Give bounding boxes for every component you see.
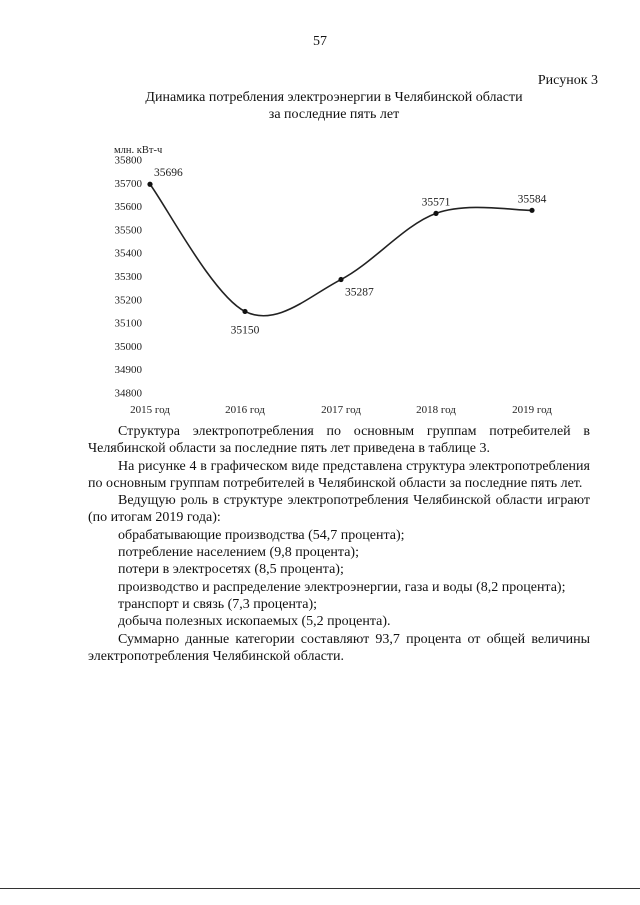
data-label: 35287 xyxy=(345,286,374,299)
list-item-population: потребление населением (9,8 процента); xyxy=(118,545,359,561)
y-axis-label: млн. кВт-ч xyxy=(114,145,163,156)
paragraph-summary: Суммарно данные категории составляют 93,7 процента от общей величины электропотребления Челябинской области. xyxy=(88,631,590,664)
x-tick-label: 2015 год xyxy=(130,404,170,416)
list-item-utilities: производство и распределение электроэнергии, газа и воды (8,2 процента); xyxy=(118,579,566,595)
x-tick-label: 2017 год xyxy=(321,404,361,416)
x-tick-label: 2018 год xyxy=(416,404,456,416)
figure-label: Рисунок 3 xyxy=(537,73,598,88)
data-label: 35571 xyxy=(421,196,451,209)
data-point xyxy=(433,211,438,216)
y-tick-label: 35300 xyxy=(114,271,142,283)
data-point xyxy=(529,208,534,213)
y-tick-label: 35800 xyxy=(114,154,142,167)
list-item-manufacturing: обрабатывающие производства (54,7 процента); xyxy=(118,527,405,543)
data-labels xyxy=(154,167,547,336)
page-number: 57 xyxy=(313,34,327,49)
list-item-mining: добыча полезных ископаемых (5,2 процента). xyxy=(118,614,391,630)
data-label: 35696 xyxy=(154,167,183,180)
y-tick-label: 35700 xyxy=(114,177,142,190)
y-axis-ticks xyxy=(115,155,143,400)
data-label: 35584 xyxy=(517,193,547,206)
y-tick-label: 35000 xyxy=(114,340,142,353)
paragraph-table-reference: Структура электропотребления по основным группам потребителей в Челябинской области за последние пять лет приведена в таблице 3. xyxy=(88,424,590,457)
paragraph-figure-reference: На рисунке 4 в графическом виде представлена структура электропотребления по основным группам потребителей в Челябинской области за последние пять лет. xyxy=(88,458,590,491)
data-point xyxy=(338,277,343,282)
y-tick-label: 35600 xyxy=(114,201,142,214)
y-tick-label: 35400 xyxy=(114,247,142,260)
y-tick-label: 34800 xyxy=(114,387,142,400)
x-axis-ticks xyxy=(130,404,552,416)
data-points xyxy=(147,182,534,314)
series-line xyxy=(150,184,532,316)
data-label: 35150 xyxy=(230,324,260,337)
list-item-grid-losses: потери в электросетях (8,5 процента); xyxy=(118,562,344,578)
paragraph-leading-role: Ведущую роль в структуре электропотребления Челябинской области играют (по итогам 2019 года): xyxy=(88,493,590,526)
x-tick-label: 2016 год xyxy=(225,404,265,416)
y-tick-label: 35500 xyxy=(114,224,142,237)
data-point xyxy=(147,182,152,187)
list-item-transport: транспорт и связь (7,3 процента); xyxy=(118,596,318,612)
data-point xyxy=(242,309,247,314)
y-tick-label: 34900 xyxy=(114,364,142,377)
figure-title-line-2: за последние пять лет xyxy=(268,107,400,122)
x-tick-label: 2019 год xyxy=(512,404,552,416)
line-chart xyxy=(0,130,640,422)
figure-title xyxy=(0,89,640,123)
bottom-rule xyxy=(0,888,640,889)
figure-title-line-1: Динамика потребления электроэнергии в Челябинской области xyxy=(145,90,523,105)
y-tick-label: 35200 xyxy=(114,294,142,307)
body-text xyxy=(88,423,590,665)
y-tick-label: 35100 xyxy=(114,317,142,330)
